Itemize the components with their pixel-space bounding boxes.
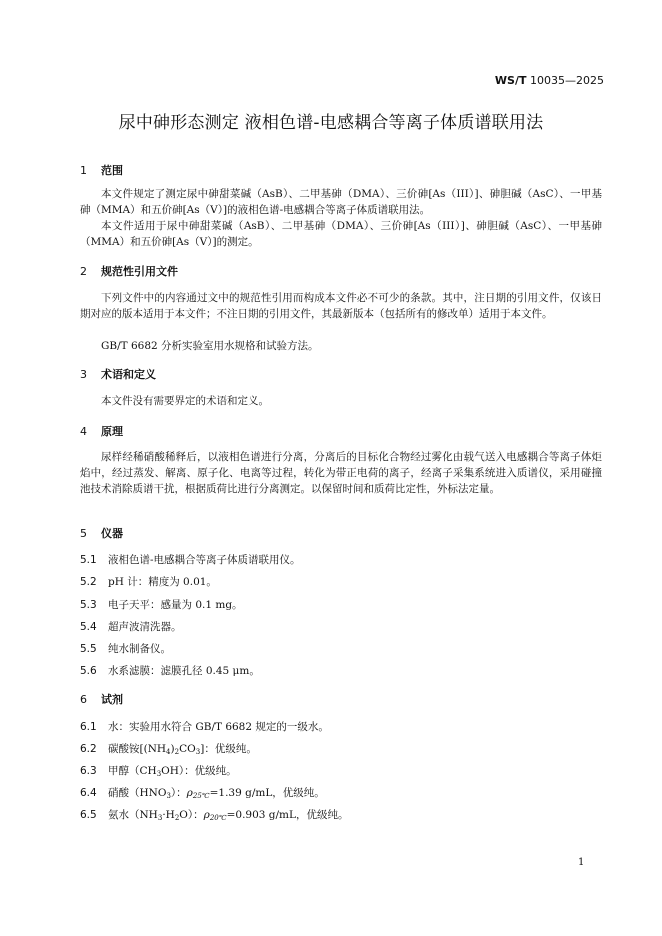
- item-text: [108, 743, 257, 755]
- page-number: 1: [578, 857, 585, 868]
- paragraph-principle: 尿样经稀硝酸稀释后，以液相色谱进行分离，分离后的目标化合物经过雾化由载气送入电感耦合等离子体炬焰中，经过蒸发、解离、原子化、电离等过程，转化为带正电荷的离子，经离子采集系统进入质谱仪，采用碰撞池技术消除质谱干扰，根据质荷比进行分离测定。以保留时间和质荷比定性，外标法定量。: [80, 451, 602, 495]
- density-symbol: ρ: [186, 787, 193, 799]
- section-heading-6: [80, 691, 123, 707]
- item-text: [108, 765, 237, 777]
- item-number: 5.1: [80, 554, 97, 566]
- item-text: 水系滤膜：滤膜孔径 0.45 μm。: [108, 665, 260, 677]
- list-item: [80, 763, 237, 782]
- subscript: 3: [156, 770, 162, 778]
- section-title: 术语和定义: [101, 368, 156, 381]
- section-number: 3: [80, 368, 87, 381]
- text-part: 硝酸（HNO: [108, 787, 167, 799]
- standard-prefix: WS/T: [494, 74, 527, 87]
- list-item: [80, 574, 217, 590]
- section-title: 规范性引用文件: [101, 265, 178, 278]
- section-heading-1: [80, 162, 123, 178]
- list-item: [80, 719, 329, 735]
- paragraph-normative-2: GB/T 6682 分析实验室用水规格和试验方法。: [101, 340, 319, 352]
- section-title: 范围: [101, 164, 123, 177]
- item-number: 6.4: [80, 787, 97, 799]
- text-part: ): [170, 743, 175, 755]
- list-item: [80, 663, 260, 679]
- text-part: 碳酸铵[(NH: [108, 743, 167, 755]
- item-number: 6.1: [80, 721, 97, 733]
- list-item: [80, 807, 348, 826]
- section-title: 仪器: [101, 527, 123, 540]
- text-part: OH）：优级纯。: [161, 765, 237, 777]
- text-part: CO: [179, 743, 196, 755]
- density-symbol: ρ: [203, 809, 210, 821]
- text-part: 甲醇（CH: [108, 765, 157, 777]
- paragraph-terms: 本文件没有需要界定的术语和定义。: [101, 395, 269, 407]
- list-item: [80, 741, 257, 760]
- text-part: 氨水（NH: [108, 809, 158, 821]
- section-number: 5: [80, 527, 87, 540]
- item-number: 5.6: [80, 665, 97, 677]
- item-text: 液相色谱-电感耦合等离子体质谱联用仪。: [108, 554, 301, 566]
- item-number: 5.3: [80, 599, 97, 611]
- section-heading-5: [80, 525, 123, 541]
- text-part: ]：优级纯。: [200, 743, 257, 755]
- item-text: [108, 809, 348, 821]
- item-text: [108, 787, 325, 799]
- item-number: 6.5: [80, 809, 97, 821]
- text-part: =1.39 g/mL，优级纯。: [209, 787, 325, 799]
- text-part: =0.903 g/mL，优级纯。: [226, 809, 349, 821]
- standard-number: [495, 74, 604, 87]
- section-title: 原理: [101, 425, 123, 438]
- paragraph-scope-2: 本文件适用于尿中砷甜菜碱（AsB）、二甲基砷（DMA）、三价砷[As（III）]、砷胆碱（AsC）、一甲基砷（MMA）和五价砷[As（V）]的测定。: [80, 220, 602, 248]
- item-number: 5.5: [80, 643, 97, 655]
- section-number: 6: [80, 693, 87, 706]
- standard-code: 10035—2025: [530, 74, 604, 87]
- paragraph-normative-1: 下列文件中的内容通过文中的规范性引用而构成本文件必不可少的条款。其中，注日期的引用文件，仅该日期对应的版本适用于本文件；不注日期的引用文件，其最新版本（包括所有的修改单）适用于本文件。: [80, 292, 602, 320]
- item-number: 5.4: [80, 621, 97, 633]
- item-number: 6.3: [80, 765, 97, 777]
- subscript: 2: [174, 814, 180, 822]
- subscript: 3: [157, 814, 163, 822]
- text-part: O）：: [179, 809, 204, 821]
- item-text: 水：实验用水符合 GB/T 6682 规定的一级水。: [108, 721, 329, 733]
- section-number: 4: [80, 425, 87, 438]
- section-number: 1: [80, 164, 87, 177]
- text-part: ）：: [170, 787, 187, 799]
- item-text: 纯水制备仪。: [108, 643, 171, 655]
- item-text: 电子天平：感量为 0.1 mg。: [108, 599, 243, 611]
- subscript: 20℃: [209, 814, 227, 822]
- list-item: [80, 785, 325, 804]
- section-heading-3: [80, 366, 156, 382]
- subscript: 3: [195, 748, 201, 756]
- section-number: 2: [80, 265, 87, 278]
- item-text: 超声波清洗器。: [108, 621, 182, 633]
- text-part: ·H: [162, 809, 175, 821]
- subscript: 25℃: [192, 792, 210, 800]
- list-item: [80, 619, 182, 635]
- section-heading-4: [80, 423, 123, 439]
- item-number: 6.2: [80, 743, 97, 755]
- list-item: [80, 552, 301, 568]
- paragraph-scope-1: 本文件规定了测定尿中砷甜菜碱（AsB）、二甲基砷（DMA）、三价砷[As（III）]、砷胆碱（AsC）、一甲基砷（MMA）和五价砷[As（V）]的液相色谱-电感耦合等离子体质谱联用法。: [80, 188, 602, 216]
- section-title: 试剂: [101, 693, 123, 706]
- item-number: 5.2: [80, 576, 97, 588]
- subscript: 4: [166, 748, 171, 756]
- section-heading-2: [80, 263, 178, 279]
- subscript: 3: [166, 792, 171, 800]
- document-title: 尿中砷形态测定 液相色谱-电感耦合等离子体质谱联用法: [118, 113, 544, 133]
- list-item: [80, 597, 243, 613]
- item-text: pH 计：精度为 0.01。: [108, 576, 217, 588]
- subscript: 2: [174, 748, 180, 756]
- list-item: [80, 641, 171, 657]
